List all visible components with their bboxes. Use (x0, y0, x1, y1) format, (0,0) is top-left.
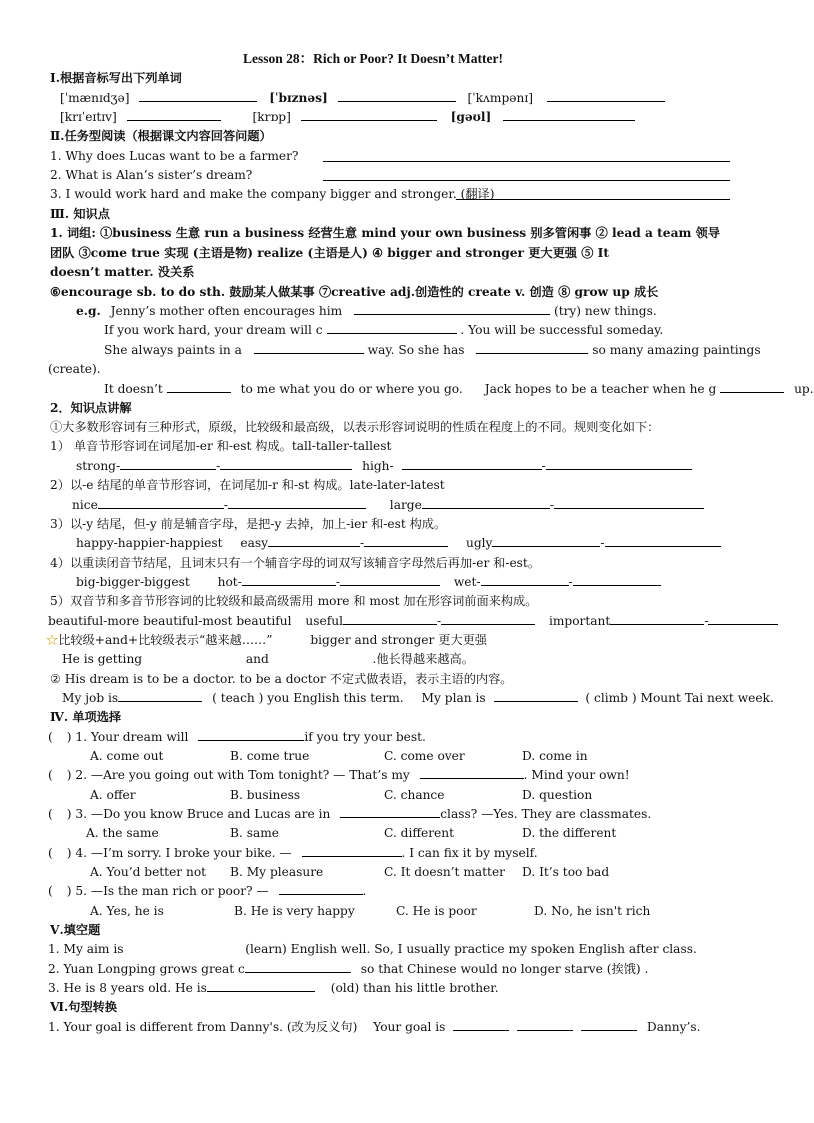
mc-option-b[interactable]: B. My pleasure (230, 865, 324, 879)
question-text: Your goal is (373, 1020, 446, 1034)
star-icon: ☆ (46, 633, 59, 647)
answer-blank[interactable] (98, 497, 224, 509)
answer-blank[interactable] (139, 90, 257, 102)
question-text: . —Is the man rich or poor? — (83, 884, 269, 898)
question-number: 5 (75, 884, 84, 898)
answer-blank[interactable] (228, 497, 366, 509)
example-text: (try) new things. (553, 304, 657, 318)
answer-blank[interactable] (402, 458, 542, 470)
example-text: Jenny’s mother often encourages him (110, 304, 343, 318)
answer-blank[interactable] (127, 942, 241, 953)
phonetic-1: [ˈmænɪdʒə] (60, 91, 130, 105)
section-1-heading: Ⅰ.根据音标写出下列单词 (50, 71, 182, 85)
fill-question-1 (48, 941, 697, 957)
answer-blank[interactable] (492, 535, 600, 547)
mc-option-a[interactable]: A. offer (90, 788, 136, 802)
answer-paren[interactable]: ( (48, 730, 53, 744)
answer-blank[interactable] (581, 1019, 637, 1031)
section-4-heading: Ⅳ. 单项选择 (50, 710, 122, 724)
example-2 (104, 322, 663, 338)
rule-1: 1） 单音节形容词在词尾加-er 和-est 构成。tall-taller-tallest (50, 439, 392, 453)
answer-paren[interactable]: ( (48, 884, 53, 898)
example-text: If you work hard, your dream will c (104, 323, 323, 337)
answer-paren[interactable]: ( (48, 846, 53, 860)
question-text: (learn) English well. So, I usually practice my spoken English after class. (245, 942, 697, 956)
phrases-line-1: 1. 词组: ①business 生意 run a business 经营生意 mind your own business 别多管闲事 ② lead a team 领导 (50, 226, 720, 240)
word-prompt: happy-happier-happiest (76, 536, 223, 550)
answer-blank[interactable] (118, 690, 202, 702)
phonetic-row-2 (60, 109, 635, 125)
question-text: . —Do you know Bruce and Lucas are in (83, 807, 331, 821)
mc-option-d[interactable]: D. come in (522, 749, 588, 763)
answer-blank[interactable] (453, 1019, 509, 1031)
answer-blank[interactable] (610, 613, 704, 625)
answer-paren: ) (66, 884, 72, 898)
word-prompt: important (548, 614, 611, 628)
question-text: if you try your best. (304, 730, 426, 744)
answer-line[interactable] (323, 161, 730, 162)
mc-question-4 (48, 845, 538, 861)
example-text: so many amazing paintings (592, 343, 761, 357)
question-number: 2 (75, 768, 84, 782)
word-prompt: high- (362, 459, 394, 473)
mc-option-d[interactable]: D. It’s too bad (522, 865, 610, 879)
answer-blank[interactable] (573, 574, 661, 586)
question-text: . Mind your own! (523, 768, 630, 782)
getting-taller-sentence (62, 651, 474, 667)
mc-option-c[interactable]: C. different (384, 826, 454, 840)
word-prompt: ugly (465, 536, 493, 550)
sentence-text: My job is (62, 691, 119, 705)
example-text: to me what you do or where you go. (240, 382, 463, 396)
phrases-line-3: doesn’t matter. 没关系 (50, 265, 195, 279)
mc-question-3 (48, 806, 651, 822)
word-prompt: large (389, 498, 422, 512)
mc-question-2 (48, 767, 630, 783)
question-number: 4 (75, 846, 84, 860)
answer-blank[interactable] (167, 381, 231, 393)
answer-paren[interactable]: ( (48, 768, 53, 782)
word-prompt: beautiful-more beautiful-most beautiful (48, 614, 292, 628)
question-text: . (362, 884, 367, 898)
question-text: . Your dream will (83, 730, 189, 744)
section-3-heading: Ⅲ. 知识点 (50, 207, 110, 221)
answer-blank[interactable] (198, 729, 304, 741)
answer-blank[interactable] (327, 322, 457, 334)
sentence-text: He is getting (62, 652, 143, 666)
answer-blank[interactable] (708, 613, 778, 625)
answer-blank[interactable] (354, 303, 550, 315)
answer-blank[interactable] (476, 342, 588, 354)
dash: - (216, 459, 221, 473)
infinitive-predicative-note: ② His dream is to be a doctor. to be a doctor 不定式做表语，表示主语的内容。 (50, 672, 513, 686)
answer-blank (273, 652, 369, 663)
answer-blank[interactable] (554, 497, 704, 509)
question-text: 1. My aim is (48, 942, 124, 956)
mc-option-a[interactable]: A. You’d better not (90, 865, 207, 879)
example-1 (76, 303, 657, 319)
dash: - (549, 498, 554, 512)
phonetic-5: [krɒp] (252, 110, 291, 124)
phonetic-3: [ˈkʌmpənɪ] (467, 91, 533, 105)
rule-4: 4）以重读闭音节结尾，且词末只有一个辅音字母的词双写该辅音字母然后再加-er 和-est。 (50, 556, 541, 570)
rule-1-practice (76, 458, 692, 474)
question-number: 3 (75, 807, 84, 821)
answer-blank[interactable] (503, 109, 635, 121)
answer-blank[interactable] (245, 961, 351, 973)
section-5-heading: Ⅴ.填空题 (50, 923, 101, 937)
answer-blank[interactable] (268, 535, 360, 547)
dash: - (541, 459, 546, 473)
rule-5: 5）双音节和多音节形容词的比较级和最高级需用 more 和 most 加在形容词前面来构成。 (50, 594, 538, 608)
dash: - (600, 536, 605, 550)
mc-option-d[interactable]: D. the different (522, 826, 617, 840)
reading-question-2: 2. What is Alan’s sister’s dream? (50, 168, 253, 182)
example-text: Jack hopes to be a teacher when he g (484, 382, 717, 396)
example-text: It doesn’t (104, 382, 163, 396)
answer-blank[interactable] (340, 806, 440, 818)
answer-blank[interactable] (420, 767, 524, 779)
mc-option-c[interactable]: C. It doesn’t matter (384, 865, 505, 879)
answer-paren: ) (66, 846, 72, 860)
reading-question-1: 1. Why does Lucas want to be a farmer? (50, 149, 299, 163)
rule-5-practice (48, 613, 778, 629)
comparative-intro: ①大多数形容词有三种形式，原级，比较级和最高级，以表示形容词说明的性质在程度上的不同。规则变化如下： (50, 420, 660, 434)
answer-blank[interactable] (343, 613, 437, 625)
example-3 (104, 342, 761, 358)
answer-blank (146, 652, 242, 663)
mc-option-d[interactable]: D. question (522, 788, 593, 802)
dash: - (335, 575, 340, 589)
mc-option-c[interactable]: C. He is poor (396, 904, 477, 918)
dash: - (704, 614, 709, 628)
section-6-heading: Ⅵ.句型转换 (50, 1000, 118, 1014)
rule-3-practice (76, 535, 721, 551)
word-prompt: nice (72, 498, 98, 512)
mc-option-b[interactable]: B. same (230, 826, 279, 840)
mc-question-5 (48, 883, 366, 899)
answer-blank[interactable] (441, 613, 535, 625)
phonetic-2: [ˈbɪznəs] (269, 91, 328, 105)
answer-blank[interactable] (720, 381, 784, 393)
phonetic-row-1 (60, 90, 665, 106)
dash: - (223, 498, 228, 512)
eg-label: e.g. (76, 304, 101, 318)
question-text: so that Chinese would no longer starve (挨饿) . (360, 962, 649, 976)
answer-line[interactable] (323, 180, 730, 181)
question-text: (old) than his little brother. (330, 981, 499, 995)
answer-blank[interactable] (422, 497, 550, 509)
question-number: 1 (75, 730, 84, 744)
question-text: Danny’s. (646, 1020, 701, 1034)
mc-option-d[interactable]: D. No, he isn't rich (534, 904, 651, 918)
question-text: 2. Yuan Longping grows great c (48, 962, 245, 976)
question-text: class? —Yes. They are classmates. (440, 807, 652, 821)
answer-blank[interactable] (301, 109, 437, 121)
example-text: She always paints in a (104, 343, 242, 357)
mc-option-b[interactable]: B. He is very happy (234, 904, 355, 918)
answer-blank[interactable] (340, 574, 440, 586)
answer-blank[interactable] (127, 109, 221, 121)
answer-blank[interactable] (207, 980, 315, 992)
mc-option-b[interactable]: B. business (230, 788, 301, 802)
question-text: 1. Your goal is different from Danny's. (改为反义句) (48, 1020, 358, 1034)
rule-3: 3）以-y 结尾，但-y 前是辅音字母，是把-y 去掉，加上-ier 和-est 构成。 (50, 517, 447, 531)
answer-blank[interactable] (481, 574, 569, 586)
comparative-star-note (46, 632, 487, 648)
transform-question-1 (48, 1019, 701, 1035)
rule-2: 2）以-e 结尾的单音节形容词，在词尾加-r 和-st 构成。late-later-latest (50, 478, 445, 492)
mc-option-c[interactable]: C. chance (384, 788, 445, 802)
section-2-heading: Ⅱ.任务型阅读（根据课文内容回答问题） (50, 129, 272, 143)
fill-question-3 (48, 980, 499, 996)
answer-blank[interactable] (364, 535, 448, 547)
answer-blank[interactable] (120, 458, 216, 470)
answer-blank[interactable] (220, 458, 352, 470)
reading-question-3: 3. I would work hard and make the company bigger and stronger. (翻译) (50, 187, 495, 201)
answer-blank[interactable] (338, 90, 456, 102)
answer-paren[interactable]: ( (48, 807, 53, 821)
sentence-text: ( climb ) Mount Tai next week. (585, 691, 774, 705)
example-text: . You will be successful someday. (460, 323, 664, 337)
mc-option-a[interactable]: A. come out (90, 749, 164, 763)
example-text: way. So she has (367, 343, 465, 357)
answer-blank[interactable] (605, 535, 721, 547)
word-prompt: wet- (453, 575, 481, 589)
word-prompt: big-bigger-biggest (76, 575, 190, 589)
question-text: . —I’m sorry. I broke your bike. — (83, 846, 292, 860)
answer-blank[interactable] (279, 883, 363, 895)
rule-2-practice (72, 497, 704, 513)
answer-paren: ) (66, 730, 72, 744)
section-knowledge-heading: 2．知识点讲解 (50, 401, 132, 415)
phonetic-4: [krɪˈeɪtɪv] (60, 110, 117, 124)
answer-paren: ) (66, 768, 72, 782)
answer-blank[interactable] (546, 458, 692, 470)
word-prompt: strong- (76, 459, 121, 473)
word-prompt: hot- (217, 575, 242, 589)
fill-question-2 (48, 961, 648, 977)
note-text: 比较级+and+比较级表示“越来越……” (58, 633, 273, 647)
answer-blank[interactable] (494, 690, 578, 702)
question-text: . —Are you going out with Tom tonight? — That’s my (83, 768, 410, 782)
answer-paren: ) (66, 807, 72, 821)
sentence-text: .他长得越来越高。 (372, 652, 474, 666)
answer-blank[interactable] (254, 342, 364, 354)
example-3-cont: (create). (48, 362, 101, 376)
sentence-text: and (245, 652, 269, 666)
lesson-title: Lesson 28：Rich or Poor? It Doesn’t Matter! (243, 51, 503, 66)
phrases-line-4: ⑥encourage sb. to do sth. 鼓励某人做某事 ⑦creative adj.创造性的 create v. 创造 ⑧ grow up 成长 (50, 285, 659, 299)
answer-blank[interactable] (517, 1019, 573, 1031)
sentence-text: My plan is (421, 691, 486, 705)
note-example: bigger and stronger 更大更强 (310, 633, 487, 647)
mc-option-b[interactable]: B. come true (230, 749, 310, 763)
answer-blank[interactable] (302, 845, 402, 857)
answer-blank[interactable] (242, 574, 336, 586)
phonetic-6: [gəʊl] (450, 110, 492, 124)
question-text: . I can fix it by myself. (401, 846, 538, 860)
dash: - (436, 614, 442, 628)
mc-option-a[interactable]: A. the same (86, 826, 159, 840)
example-4 (104, 381, 814, 397)
job-plan-sentence (62, 690, 774, 706)
question-text: 3. He is 8 years old. He is (48, 981, 207, 995)
mc-option-a[interactable]: A. Yes, he is (90, 904, 164, 918)
mc-option-c[interactable]: C. come over (384, 749, 465, 763)
mc-question-1 (48, 729, 426, 745)
rule-4-practice (76, 574, 661, 590)
word-prompt: easy (240, 536, 268, 550)
answer-line[interactable] (456, 199, 730, 200)
sentence-text: ( teach ) you English this term. (212, 691, 404, 705)
answer-blank[interactable] (547, 90, 665, 102)
phrases-line-2: 团队 ③come true 实现 (主语是物) realize (主语是人) ④ bigger and stronger 更大更强 ⑤ It (50, 246, 609, 260)
word-prompt: useful (305, 614, 343, 628)
dash: - (568, 575, 573, 589)
example-text: up. (794, 382, 814, 396)
dash: - (359, 536, 365, 550)
